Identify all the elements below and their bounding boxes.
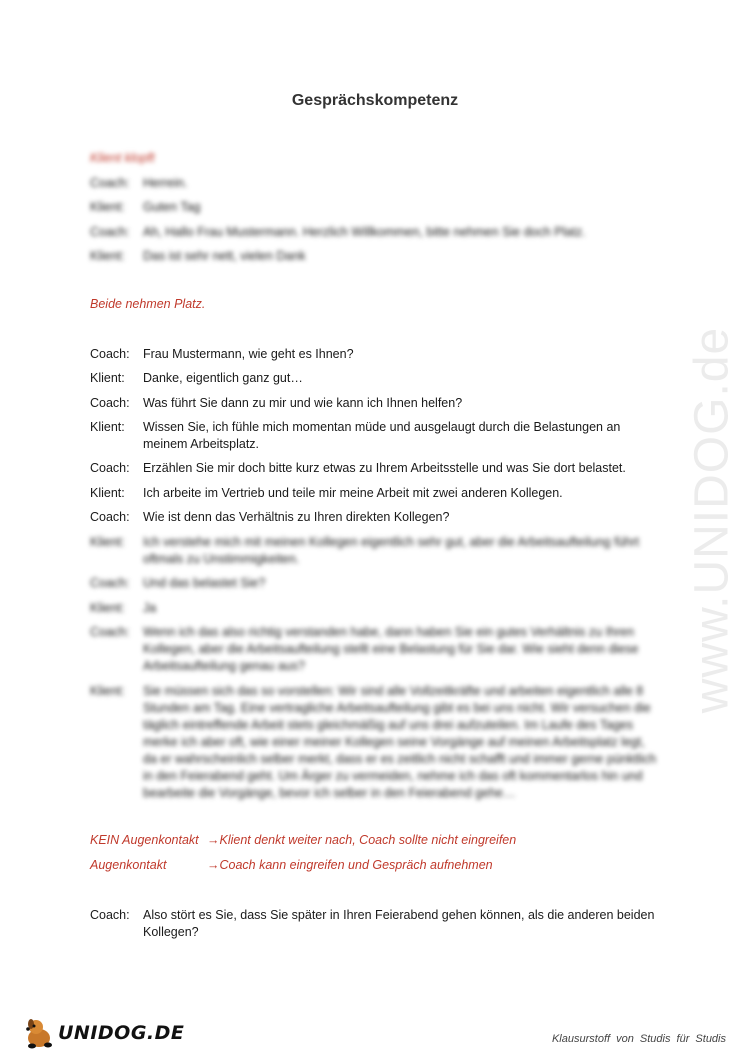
dialogue-text: Sie müssen sich das so vorstellen: Wir sind alle Vollzeitkräfte und arbeiten eigentlich alle 8 Stunden am Tag. Eine vertragliche Arbeitsaufteilung gibt es bei uns nicht. Wir versuchen die täglich eintreffende Arbeit stets gleichmäßig auf uns drei aufzuteilen. Im Laufe des Tages merke ich aber oft, wie einer meiner Kollegen seine Vorgänge auf meinen Arbeitsplatz legt, da er wahrscheinlich selber merkt, dass er es zeitlich nicht schafft und immer gerne pünktlich in den Feierabend geht. Um Ärger zu vermeiden, nehme ich das oft kommentarlos hin und bearbeite die Vorgänge, bevor ich selber in den Feierabend gehe… xyxy=(143,684,657,800)
dialogue-line xyxy=(90,575,660,592)
unidog-logo xyxy=(22,1016,184,1050)
speaker-label: Coach: xyxy=(90,625,130,639)
dialogue-line xyxy=(90,600,660,617)
speaker-label: Coach: xyxy=(90,176,130,190)
dialogue-line xyxy=(90,370,660,387)
dialogue-line xyxy=(90,624,660,675)
speaker-label: Klient: xyxy=(90,249,125,263)
stage-note-platz: Beide nehmen Platz. xyxy=(90,297,206,311)
dialogue-line xyxy=(90,683,660,802)
dialogue-text: Erzählen Sie mir doch bitte kurz etwas zu Ihrem Arbeitsstelle und was Sie dort belastet. xyxy=(143,461,626,475)
arrow-right-icon: → xyxy=(207,833,220,847)
annotation-result-text: Klient denkt weiter nach, Coach sollte nicht eingreifen xyxy=(219,833,517,847)
speaker-label: Klient: xyxy=(90,601,125,615)
speaker-label: Klient: xyxy=(90,200,125,214)
dialogue-line xyxy=(90,534,660,568)
dialogue-line xyxy=(90,460,660,477)
dialogue-line xyxy=(90,175,660,192)
annotation-label: Augenkontakt xyxy=(90,858,167,872)
footer-tagline: Klausurstoff von Studis für Studis xyxy=(551,1033,726,1045)
annotation-result-text: Coach kann eingreifen und Gespräch aufnehmen xyxy=(219,858,493,872)
speaker-label: Coach: xyxy=(90,225,130,239)
dialogue-line xyxy=(90,224,660,241)
dialogue-text: Das ist sehr nett, vielen Dank xyxy=(143,249,306,263)
dialogue-text: Ich arbeite im Vertrieb und teile mir meine Arbeit mit zwei anderen Kollegen. xyxy=(143,486,563,500)
stage-note-klopft: Klient klopft xyxy=(90,151,155,165)
logo-text: UNIDOG.DE xyxy=(58,1022,185,1044)
dialogue-line xyxy=(90,346,660,363)
dialogue-text: Wissen Sie, ich fühle mich momentan müde und ausgelaugt durch die Belastungen an meinem Arbeitsplatz. xyxy=(143,420,621,451)
watermark-text: www.UNIDOG.de xyxy=(685,326,739,714)
dialogue-text: Ich verstehe mich mit meinen Kollegen eigentlich sehr gut, aber die Arbeitsaufteilung führt oftmals zu Unstimmigkeiten. xyxy=(143,535,640,566)
annotation-result xyxy=(207,833,516,847)
speaker-label: Coach: xyxy=(90,576,130,590)
annotation-label: KEIN Augenkontakt xyxy=(90,833,199,847)
dialogue-text: Wie ist denn das Verhältnis zu Ihren direkten Kollegen? xyxy=(143,510,450,524)
dialogue-text: Ja xyxy=(143,601,157,615)
annotation-result xyxy=(207,858,493,872)
dialogue-text: Wenn ich das also richtig verstanden habe, dann haben Sie ein gutes Verhältnis zu Ihren Kollegen, aber die Arbeitsaufteilung stellt eine Belastung für Sie dar. Wie sieht denn diese Arbeitsaufteilung genau aus? xyxy=(143,625,639,673)
speaker-label: Coach: xyxy=(90,347,130,361)
dialogue-text: Also stört es Sie, dass Sie später in Ihren Feierabend gehen können, als die anderen beiden Kollegen? xyxy=(143,908,655,939)
dialogue-text: Und das belastet Sie? xyxy=(143,576,266,590)
dialogue-line xyxy=(90,485,660,502)
dialogue-text: Danke, eigentlich ganz gut… xyxy=(143,371,303,385)
arrow-right-icon: → xyxy=(207,858,220,872)
dialogue-line xyxy=(90,509,660,526)
speaker-label: Klient: xyxy=(90,535,125,549)
dialogue-text: Frau Mustermann, wie geht es Ihnen? xyxy=(143,347,354,361)
speaker-label: Coach: xyxy=(90,908,130,922)
dialogue-text: Was führt Sie dann zu mir und wie kann ich Ihnen helfen? xyxy=(143,396,463,410)
speaker-label: Klient: xyxy=(90,684,125,698)
dialogue-text: Guten Tag xyxy=(143,200,201,214)
dialogue-line xyxy=(90,395,660,412)
speaker-label: Coach: xyxy=(90,461,130,475)
document-title: Gesprächskompetenz xyxy=(291,92,459,109)
dog-icon xyxy=(22,1016,56,1050)
speaker-label: Klient: xyxy=(90,420,125,434)
dialogue-line xyxy=(90,907,660,941)
speaker-label: Coach: xyxy=(90,510,130,524)
dialogue-line xyxy=(90,248,660,265)
dialogue-line xyxy=(90,419,660,453)
dialogue-text: Ah, Hallo Frau Mustermann. Herzlich Willkommen, bitte nehmen Sie doch Platz. xyxy=(143,225,586,239)
dialogue-text: Herrein. xyxy=(143,176,188,190)
speaker-label: Klient: xyxy=(90,371,125,385)
speaker-label: Klient: xyxy=(90,486,125,500)
dialogue-line xyxy=(90,199,660,216)
speaker-label: Coach: xyxy=(90,396,130,410)
